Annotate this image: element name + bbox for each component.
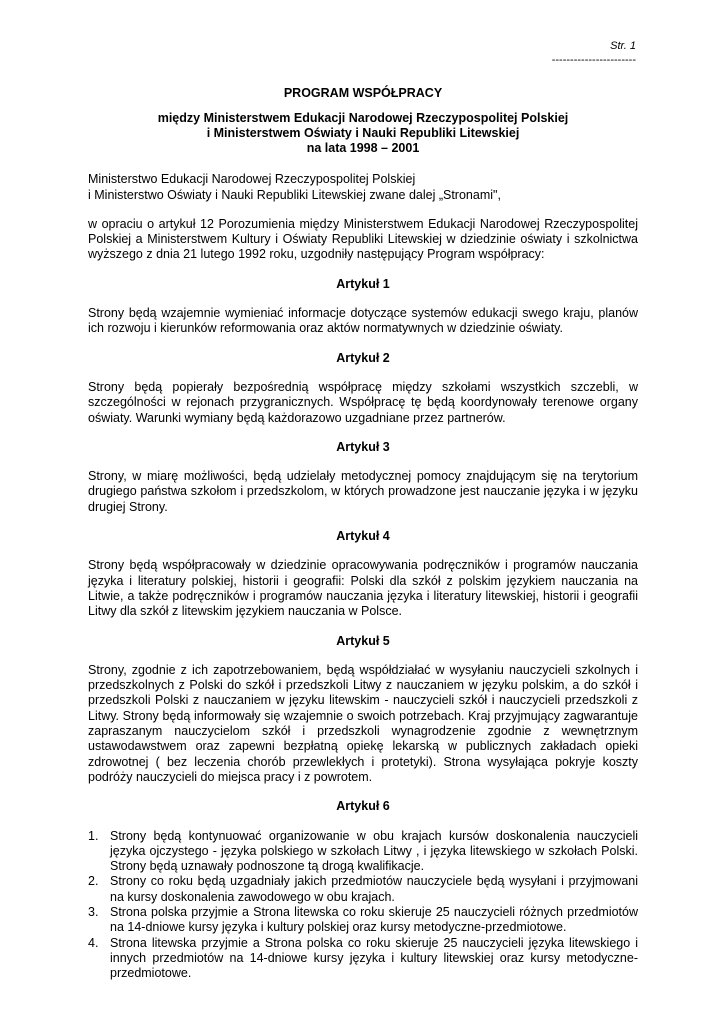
list-item-text: Strony co roku będą uzgadniały jakich przedmiotów nauczyciele będą wysyłani i przyjmowani na kursy doskonalenia zawodowego w obu krajach.	[110, 874, 638, 904]
article-6-heading: Artykuł 6	[336, 799, 390, 814]
list-item-number: 1.	[88, 828, 99, 843]
article-6-list	[88, 829, 638, 982]
preamble-paragraph: w opraciu o artykuł 12 Porozumienia między Ministerstwem Edukacji Narodowej Rzeczypospolitej Polskiej a Ministerstwem Kultury i Oświaty Republiki Litewskiej w dziedzinie oświaty i szkolnictwa wyższego z dnia 21 lutego 1992 roku, uzgodniły następujący Program współpracy:	[88, 216, 638, 262]
document-title: PROGRAM WSPÓŁPRACY	[283, 86, 443, 100]
article-5-heading: Artykuł 5	[336, 633, 390, 648]
article-3-text: Strony, w miarę możliwości, będą udzielały metodycznej pomocy znajdującym się na terytorium drugiego państwa szkołom i przedszkolom, w których prowadzone jest nauczanie języka i w języku drugiej Strony.	[88, 469, 638, 514]
article-1-heading: Artykuł 1	[336, 276, 390, 291]
list-item-text: Strony będą kontynuować organizowanie w obu krajach kursów doskonalenia nauczycieli języka ojczystego - języka polskiego w szkołach Litwy , i języka litewskiego w szkołach Polski. Strony będą uznawały podnoszone tą drogą kwalifikacje.	[110, 828, 638, 874]
subtitle-line-1: między Ministerstwem Edukacji Narodowej Rzeczypospolitej Polskiej	[157, 111, 569, 126]
list-item	[88, 829, 638, 875]
list-item-text: Strona litewska przyjmie a Strona polska co roku skieruje 25 nauczycieli języka litewskiego i innych przedmiotów na 14-dniowe kursy języka i kultury litewskiej oraz kursy metodyczne-przedmiotowe.	[110, 935, 638, 981]
list-item	[88, 874, 638, 905]
list-item-number: 2.	[88, 874, 99, 889]
parties-paragraph	[88, 172, 638, 203]
article-1-text: Strony będą wzajemnie wymieniać informacje dotyczące systemów edukacji swego kraju, planów ich rozwoju i kierunków reformowania oraz aktów normatywnych w dziedzinie oświaty.	[88, 306, 638, 336]
article-3-heading: Artykuł 3	[336, 439, 390, 454]
list-item-number: 4.	[88, 935, 99, 950]
article-4-heading: Artykuł 4	[336, 529, 390, 544]
list-item-text: Strona polska przyjmie a Strona litewska co roku skieruje 25 nauczycieli różnych przedmiotów na 14-dniowe kursy języka i kultury polskiej oraz kursy metodyczne-przedmiotowe.	[110, 904, 638, 935]
parties-line-1: Ministerstwo Edukacji Narodowej Rzeczypospolitej Polskiej	[88, 172, 416, 187]
article-5-text: Strony, zgodnie z ich zapotrzebowaniem, będą współdziałać w wysyłaniu nauczycieli szkolnych i przedszkolnych z Polski do szkół i przedszkoli Litwy z nauczaniem w języku polskim, a do szkół i przedszkoli Polski z nauczaniem w języku litewskim - nauczycieli szkół i nauczycieli przedszkoli z Litwy. Strony będą informowały się wzajemnie o swoich potrzebach. Kraj przyjmujący zagwarantuje zapraszanym nauczycielom szkół i przedszkoli wynagrodzenie zgodnie z wewnętrznym ustawodawstwem oraz zapewni bezpłatną opiekę lekarską w publicznych zakładach opieki zdrowotnej ( bez leczenia chorób przewlekłych i protetyki). Strona wysyłająca pokryje koszty podróży nauczycieli do miejsca pracy i z powrotem.	[88, 662, 638, 784]
header-rule: -----------------------	[551, 54, 636, 66]
list-item	[88, 936, 638, 982]
article-2-text: Strony będą popierały bezpośrednią współpracę między szkołami wszystkich szczebli, w szczególności w rejonach przygranicznych. Współpracę tę będą koordynowały terenowe organy oświaty. Warunki wymiany będą każdorazowo uzgadniane przez partnerów.	[88, 379, 638, 425]
subtitle-line-3: na lata 1998 – 2001	[306, 141, 420, 156]
parties-line-2: i Ministerstwo Oświaty i Nauki Republiki Litewskiej zwane dalej „Stronami",	[88, 187, 501, 202]
list-item	[88, 905, 638, 936]
list-item-number: 3.	[88, 904, 99, 919]
subtitle-line-2: i Ministerstwem Oświaty i Nauki Republiki Litewskiej	[206, 126, 520, 141]
page-number: Str. 1	[610, 40, 636, 52]
document-body	[88, 86, 638, 981]
document-subtitle	[88, 111, 638, 156]
article-4-text: Strony będą współpracowały w dziedzinie opracowywania podręczników i programów nauczania języka i literatury polskiej, historii i geografii: Polski dla szkół z polskim językiem nauczania na Litwie, a także podręczników i programów nauczania języka i literatury litewskiej, historii i geografii Litwy dla szkół z litewskim językiem nauczania w Polsce.	[88, 558, 638, 619]
article-2-heading: Artykuł 2	[336, 350, 390, 365]
